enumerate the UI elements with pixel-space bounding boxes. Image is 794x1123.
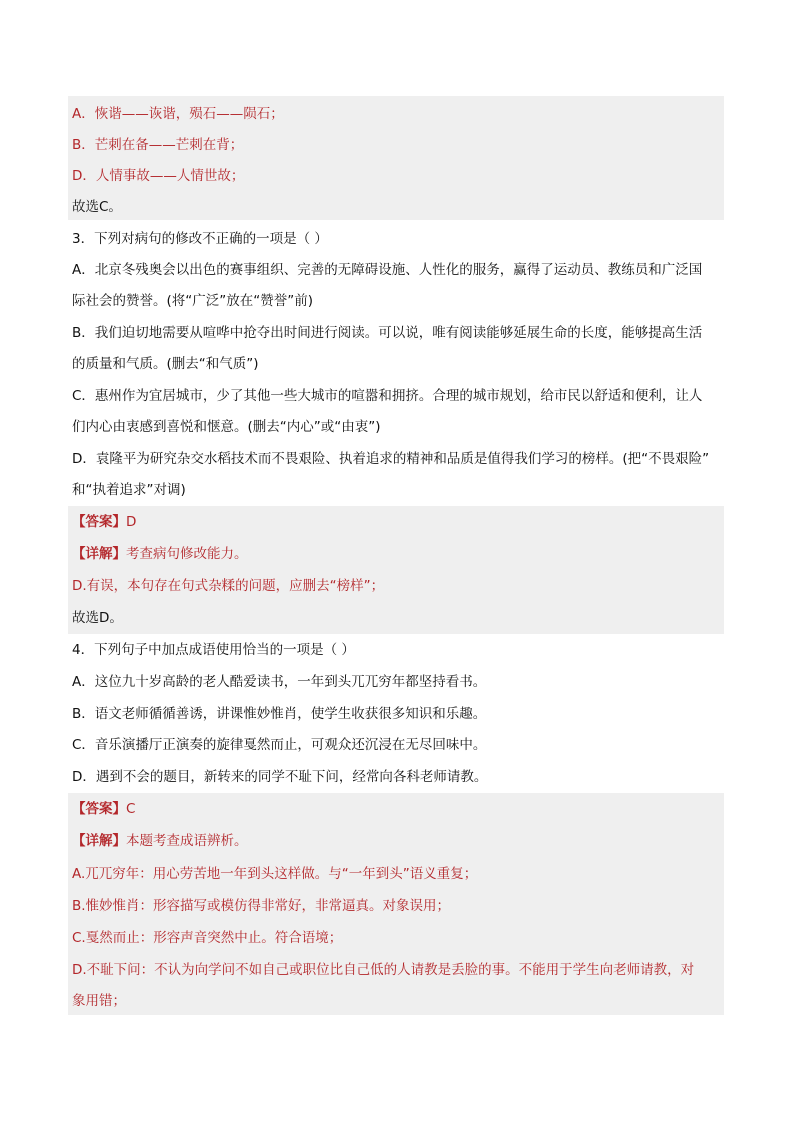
explanation-line: B．芒刺在备——芒刺在背； — [72, 137, 244, 153]
question-stem: 3．下列对病句的修改不正确的一项是（ ） — [72, 231, 328, 247]
detail-line — [72, 831, 722, 851]
explanation-line: A．恢谐——诙谐，殒石——陨石； — [72, 106, 284, 122]
question-option: A．这位九十岁高龄的老人酷爱读书，一年到头兀兀穷年都坚持看书。 — [72, 674, 487, 690]
detail-tag: 【详解】 — [72, 546, 126, 562]
question-option: A．北京冬残奥会以出色的赛事组织、完善的无障碍设施、人性化的服务，赢得了运动员、教练员和广泛国 — [72, 262, 703, 278]
question-option: D．遇到不会的题目，新转来的同学不耻下问，经常向各科老师请教。 — [72, 769, 488, 785]
detail-text: 考查病句修改能力。 — [126, 546, 248, 562]
question-option: B．语文老师循循善诱，讲课惟妙惟肖，使学生收获很多知识和乐趣。 — [72, 706, 487, 722]
question-option: 和“执着追求”对调) — [72, 482, 186, 498]
question-stem: 4．下列句子中加点成语使用恰当的一项是（ ） — [72, 642, 355, 658]
answer-value: C — [126, 801, 136, 817]
answer-tag: 【答案】 — [72, 801, 126, 817]
answer-value: D — [126, 514, 137, 530]
explanation-line: C.戛然而止：形容声音突然中止。符合语境； — [72, 930, 343, 946]
detail-line — [72, 544, 722, 564]
answer-tag: 【答案】 — [72, 514, 126, 530]
explanation-line: D.不耻下问：不认为向学问不如自己或职位比自己低的人请教是丢脸的事。不能用于学生向老师请教，对 — [72, 962, 695, 978]
explanation-line: B.惟妙惟肖：形容描写或模仿得非常好，非常逼真。对象误用； — [72, 898, 451, 914]
conclusion-line: 故选C。 — [72, 199, 122, 215]
explanation-line: D．人情事故——人情世故； — [72, 168, 245, 184]
explanation-line: D.有误，本句存在句式杂糅的问题，应删去“榜样”； — [72, 578, 385, 594]
detail-text: 本题考查成语辨析。 — [126, 833, 248, 849]
question-option: C．音乐演播厅正演奏的旋律戛然而止，可观众还沉浸在无尽回味中。 — [72, 737, 487, 753]
detail-tag: 【详解】 — [72, 833, 126, 849]
question-option: C．惠州作为宜居城市，少了其他一些大城市的喧嚣和拥挤。合理的城市规划，给市民以舒适和便利，让人 — [72, 388, 703, 404]
explanation-line: 象用错； — [72, 993, 126, 1009]
question-option: 的质量和气质。(删去“和气质”) — [72, 356, 259, 372]
question-option: B．我们迫切地需要从喧哗中抢夺出时间进行阅读。可以说，唯有阅读能够延展生命的长度，能够提高生活 — [72, 325, 703, 341]
answer-line — [72, 512, 722, 532]
question-option: 际社会的赞誉。(将“广泛”放在“赞誉”前) — [72, 293, 314, 309]
question-option: 们内心由衷感到喜悦和惬意。(删去“内心”或“由衷”) — [72, 419, 381, 435]
answer-line — [72, 799, 722, 819]
question-option: D．袁隆平为研究杂交水稻技术而不畏艰险、执着追求的精神和品质是值得我们学习的榜样。(把“不畏艰险” — [72, 451, 710, 467]
conclusion-line: 故选D。 — [72, 610, 123, 626]
explanation-line: A.兀兀穷年：用心劳苦地一年到头这样做。与“一年到头”语义重复； — [72, 866, 478, 882]
